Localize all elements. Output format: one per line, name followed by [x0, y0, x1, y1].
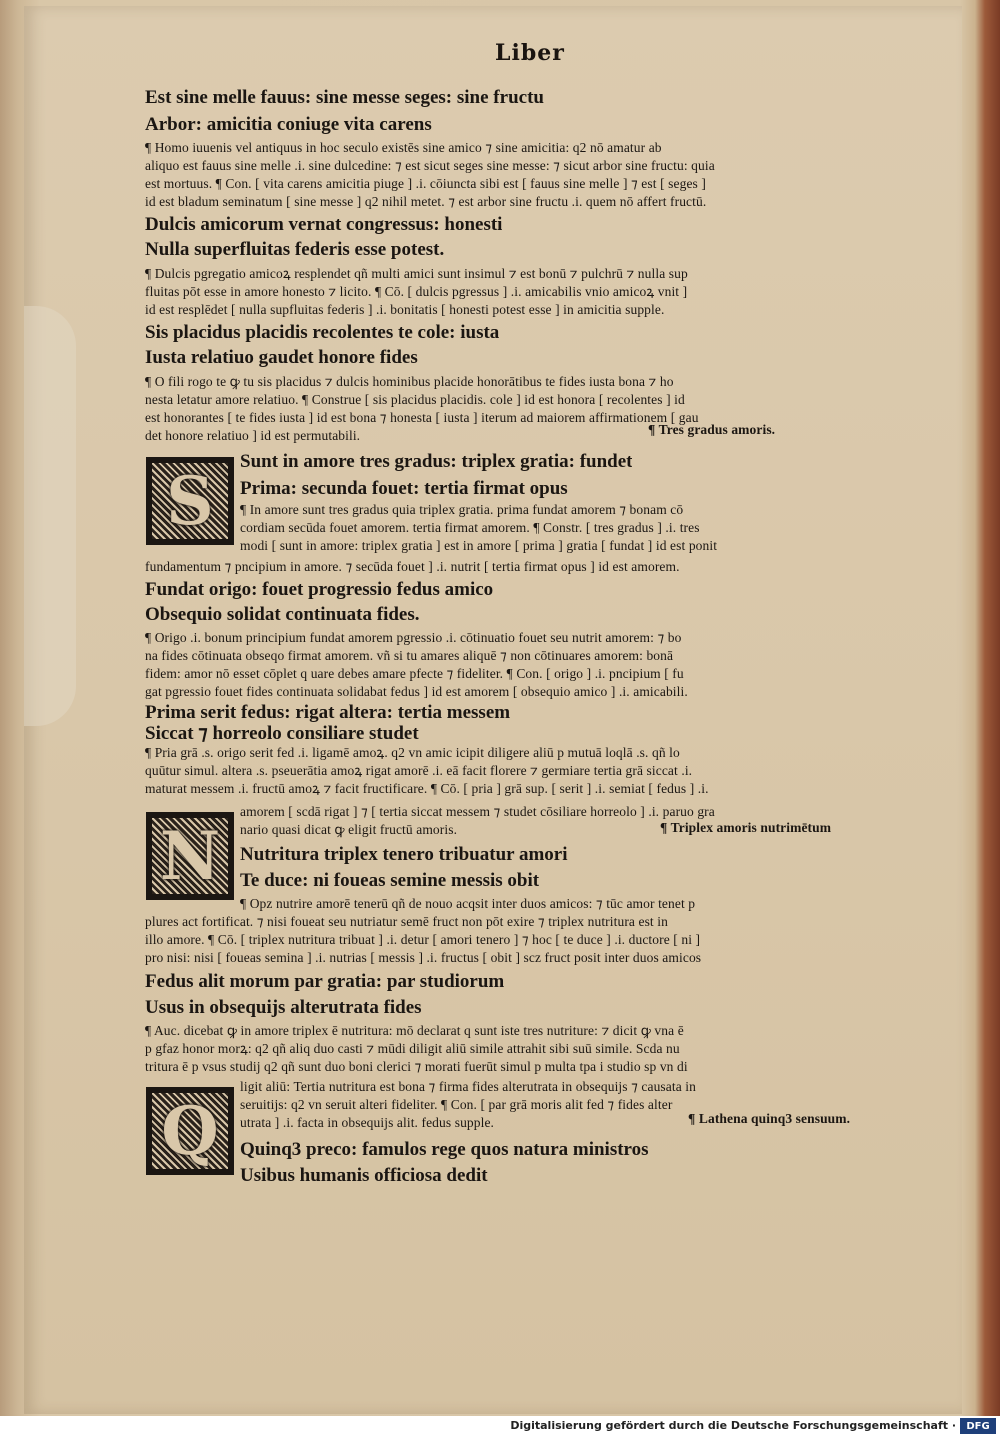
gloss-line: plures act fortificat. ⁊ nisi foueat seu nutriatur semē fruct non pōt exire ⁊ triplex nutritura est in — [145, 914, 668, 929]
gloss-line: ¶ Homo iuuenis vel antiquus in hoc seculo existēs sine amico ⁊ sine amicitia: q2 nō amatur ab — [145, 140, 662, 155]
gloss-line: modi [ sunt in amore: triplex gratia ] est in amore [ prima ] gratia [ fundat ] id est ponit — [240, 538, 718, 553]
verse-line: Nutritura triplex tenero tribuatur amori — [240, 844, 568, 865]
verse-line: Prima: secunda fouet: tertia firmat opus — [240, 478, 568, 499]
gloss-line: pro nisi: nisi [ foueas semina ] .i. nutrias [ messis ] .i. fructus [ obit ] scz fruct posit inter duos amicos — [145, 950, 702, 965]
gloss-line: det honore relatiuo ] id est permutabili. — [145, 428, 361, 443]
gloss-line: id est resplēdet [ nulla supfluitas federis ] .i. bonitatis [ honesti potest esse ] in amicitia supple. — [145, 302, 665, 317]
gloss-line: fidem: amor nō esset cōplet q uare debes amare pfecte ⁊ fideliter. ¶ Con. [ origo ] .i. pncipium [ fu — [145, 666, 684, 681]
gloss-line: amorem [ scdā rigat ] ⁊ [ tertia siccat messem ⁊ studet cōsiliare horreolo ] .i. paruo gra — [240, 804, 715, 819]
gloss-line: est mortuus. ¶ Con. [ vita carens amicitia piuge ] .i. cōiuncta sibi est [ fauus sine melle ] ⁊ est [ seges ] — [145, 176, 706, 191]
gloss-line: ¶ Pria grā .s. origo serit fed .i. ligamē amoꝝ. q2 vn amic icipit diligere aliū p mutuā loqlā .s. qñ lo — [145, 745, 680, 760]
verse-line: Usus in obsequijs alterutrata fides — [145, 997, 422, 1018]
gloss-line: illo amore. ¶ Cō. [ triplex nutritura tribuat ] .i. detur [ amori tenero ] ⁊ hoc [ te duce ] .i. ductore [ ni ] — [145, 932, 701, 947]
footer-bar — [0, 1416, 1000, 1437]
gloss-line: est honorantes [ te fides iusta ] id est bona ⁊ honesta [ iusta ] iterum ad maiorem affirmationem [ gau — [145, 410, 699, 425]
verse-line: Obsequio solidat continuata fides. — [145, 604, 420, 625]
gloss-line: p gfaz honor morꝝ: q2 qñ aliq duo casti ⁊ mūdi diligit aliū simile attrahit sibi suū simile. Scda nu — [145, 1041, 680, 1056]
gloss-line: ¶ Opz nutrire amorē tenerū qñ de nouo acqsit inter duos amicos: ⁊ tūc amor tenet p — [240, 896, 696, 911]
verse-line: Dulcis amicorum vernat congressus: honesti — [145, 214, 503, 235]
verse-line: Prima serit fedus: rigat altera: tertia messem — [145, 702, 511, 723]
gloss-line: id est bladum seminatum [ sine messe ] q2 nihil metet. ⁊ est arbor sine fructu .i. quem nō affert fructū. — [145, 194, 707, 209]
dfg-logo: DFG — [960, 1418, 996, 1434]
verse-line: Iusta relatiuo gaudet honore fides — [145, 347, 418, 368]
section-heading: ¶ Tres gradus amoris. — [648, 422, 776, 437]
gloss-line: maturat messem .i. fructū amoꝝ ⁊ facit fructificare. ¶ Cō. [ pria ] grā sup. [ serit ] .i. semiat [ fedus ] .i. — [145, 781, 709, 796]
decorated-initial-s — [146, 457, 234, 545]
verse-line: Nulla superfluitas federis esse potest. — [145, 239, 445, 260]
initial-letter: Q — [161, 1092, 219, 1170]
gloss-line: ¶ In amore sunt tres gradus quia triplex gratia. prima fundat amorem ⁊ bonam cō — [240, 502, 684, 517]
gloss-line: tritura ē p vsus studij q2 qñ sunt duo boni clerici ⁊ morati fuerūt simul p multa tpa i studio sp vn di — [145, 1059, 688, 1074]
verse-line: Siccat ⁊ horreolo consiliare studet — [145, 723, 419, 744]
verse-line: Sunt in amore tres gradus: triplex gratia: fundet — [240, 451, 633, 472]
verse-line: Te duce: ni foueas semine messis obit — [240, 870, 540, 891]
gloss-line: ¶ Auc. dicebat ꝙ in amore triplex ē nutritura: mō declarat q sunt iste tres nutriture: ⁊ dicit ꝙ vna ē — [145, 1023, 684, 1038]
verse-line: Fedus alit morum par gratia: par studiorum — [145, 971, 505, 992]
verse-line: Sis placidus placidis recolentes te cole: iusta — [145, 322, 500, 343]
section-heading: ¶ Lathena quinq3 sensuum. — [688, 1111, 851, 1126]
initial-letter: S — [166, 462, 214, 540]
section-heading: ¶ Triplex amoris nutrimētum — [660, 820, 832, 835]
gloss-line: ¶ Dulcis pgregatio amicoꝝ resplendet qñ multi amici sunt insimul ⁊ est bonū ⁊ pulchrū ⁊ nulla sup — [145, 266, 688, 281]
verse-line: Fundat origo: fouet progressio fedus amico — [145, 579, 494, 600]
gloss-line: nario quasi dicat ꝙ eligit fructū amoris. — [240, 822, 458, 837]
gloss-line: fluitas pōt esse in amore honesto ⁊ licito. ¶ Cō. [ dulcis pgressus ] .i. amicabilis vnio amicoꝝ vnit ] — [145, 284, 688, 299]
gloss-line: aliquo est fauus sine melle .i. sine dulcedine: ⁊ est sicut seges sine messe: ⁊ sicut arbor sine fructu: quia — [145, 158, 715, 173]
gloss-line: cordiam secūda fouet amorem. tertia firmat amorem. ¶ Constr. [ tres gradus ] .i. tres — [240, 520, 700, 535]
decorated-initial-q — [146, 1087, 234, 1175]
initial-letter: N — [159, 817, 221, 895]
running-title: Liber — [495, 40, 565, 66]
gloss-line: ¶ O fili rogo te ꝙ tu sis placidus ⁊ dulcis hominibus placide honorātibus te fides iusta bona ⁊ ho — [145, 374, 674, 389]
verse-line: Usibus humanis officiosa dedit — [240, 1165, 488, 1186]
gloss-line: fundamentum ⁊ pncipium in amore. ⁊ secūda fouet ] .i. nutrit [ tertia firmat opus ] id est amorem. — [145, 559, 680, 574]
gloss-line: nesta letatur amore relatiuo. ¶ Construe [ sis placidus placidis. cole ] id est honora [ recolentes ] id — [145, 392, 685, 407]
gloss-line: quūtur simul. altera .s. pseuerātia amoꝝ rigat amorē .i. eā facit florere ⁊ germiare tertia grā siccat .i. — [145, 763, 693, 778]
funding-note: Digitalisierung gefördert durch die Deutsche Forschungsgemeinschaft · — [510, 1419, 956, 1432]
gloss-line: ¶ Origo .i. bonum principium fundat amorem pgressio .i. cōtinuatio fouet seu nutrit amorem: ⁊ bo — [145, 630, 682, 645]
gloss-line: ligit aliū: Tertia nutritura est bona ⁊ firma fides alterutrata in obsequijs ⁊ causata in — [240, 1079, 696, 1094]
gloss-line: utrata ] .i. facta in obsequijs alit. fedus supple. — [240, 1115, 495, 1130]
decorated-initial-n — [146, 812, 234, 900]
page-fore-edge — [24, 306, 76, 726]
verse-line: Arbor: amicitia coniuge vita carens — [145, 114, 432, 135]
verse-line: Quinq3 preco: famulos rege quos natura ministros — [240, 1139, 649, 1160]
gloss-line: seruitijs: q2 vn seruit alteri fideliter. ¶ Con. [ par grā moris alit fed ⁊ fides alter — [240, 1097, 673, 1112]
gloss-line: gat pgressio fouet fides continuata solidabat fedus ] id est amorem [ obsequio amico ] .i. amicabili. — [145, 684, 688, 699]
verse-line: Est sine melle fauus: sine messe seges: sine fructu — [145, 87, 544, 108]
gloss-line: na fides cōtinuata obseqo firmat amorem. vñ si tu amares aliquē ⁊ non cōtinuares amorem: bonā — [145, 648, 674, 663]
